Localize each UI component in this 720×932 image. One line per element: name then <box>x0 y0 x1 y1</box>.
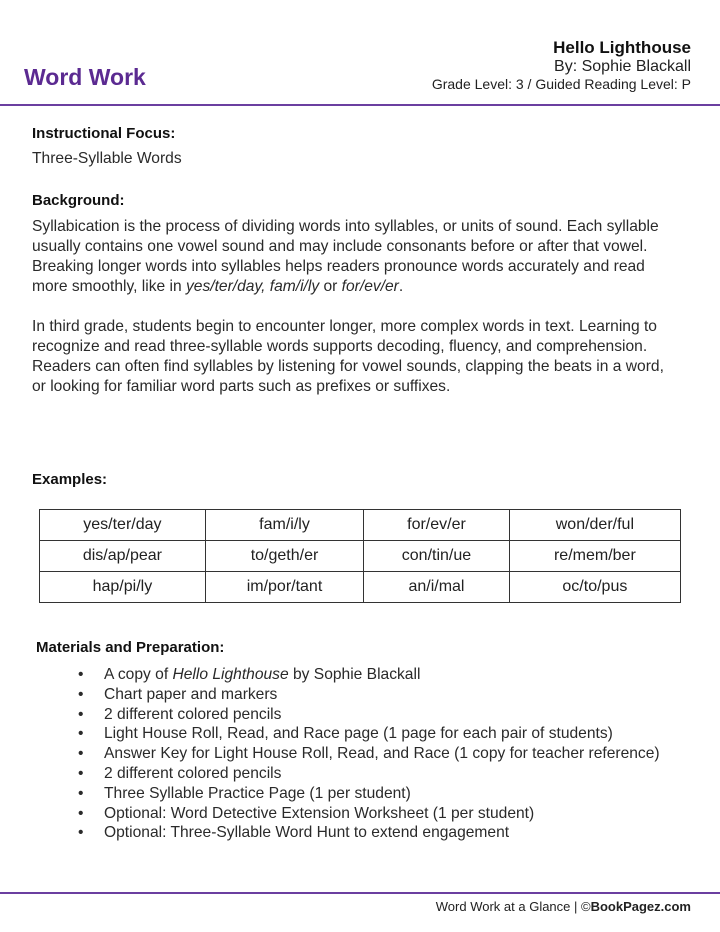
grade-level-line: Grade Level: 3 / Guided Reading Level: P <box>431 75 691 92</box>
table-cell: for/ev/er <box>364 510 510 541</box>
list-item: • Three Syllable Practice Page (1 per student) <box>78 784 668 804</box>
background-label: Background: <box>32 192 125 209</box>
background-p1-example-2: for/ev/er <box>341 278 399 295</box>
background-paragraph-1 <box>32 217 682 297</box>
table-cell: yes/ter/day <box>40 510 206 541</box>
materials-item-1-pre: A copy of <box>104 666 173 683</box>
background-p1-example-1: yes/ter/day, fam/i/ly <box>185 278 320 295</box>
materials-item-1-book-title: Hello Lighthouse <box>172 666 289 683</box>
footer-brand-link[interactable]: BookPagez.com <box>590 899 691 914</box>
table-cell: con/tin/ue <box>364 541 510 572</box>
materials-list <box>78 665 668 843</box>
table-cell: re/mem/ber <box>509 541 680 572</box>
table-cell: im/por/tant <box>205 572 363 603</box>
materials-section <box>36 639 686 656</box>
examples-table <box>39 509 681 603</box>
list-item: • 2 different colored pencils <box>78 764 668 784</box>
materials-item-1-post: by Sophie Blackall <box>288 666 421 683</box>
instructional-focus-label: Instructional Focus: <box>32 125 176 142</box>
materials-label: Materials and Preparation: <box>36 639 225 656</box>
instructional-focus-value: Three-Syllable Words <box>32 150 182 167</box>
table-row <box>40 541 681 572</box>
header-right <box>432 38 691 92</box>
list-item: • Light House Roll, Read, and Race page (1 page for each pair of students) <box>78 724 668 744</box>
table-cell: fam/i/ly <box>205 510 363 541</box>
table-row <box>40 510 681 541</box>
list-item <box>78 665 668 685</box>
examples-label: Examples: <box>32 471 108 488</box>
author-line: By: Sophie Blackall <box>554 57 691 75</box>
examples-section <box>32 471 682 488</box>
list-item: • Chart paper and markers <box>78 685 668 705</box>
list-item: • Optional: Three-Syllable Word Hunt to extend engagement <box>78 823 668 843</box>
header-left <box>24 64 146 91</box>
footer <box>436 899 691 914</box>
list-item: • 2 different colored pencils <box>78 705 668 725</box>
book-title: Hello Lighthouse <box>553 38 691 57</box>
header-divider <box>0 104 720 106</box>
list-item: • Optional: Word Detective Extension Worksheet (1 per student) <box>78 804 668 824</box>
background-p1-or: or <box>319 278 342 295</box>
table-cell: hap/pi/ly <box>40 572 206 603</box>
section-title: Word Work <box>24 64 146 90</box>
instructional-focus-section <box>32 125 682 169</box>
background-paragraph-2: In third grade, students begin to encounter longer, more complex words in text. Learning to recognize and read three-syllable words supports decoding, fluency, and comprehension. Readers can often find syllables by listening for vowel sounds, clapping the beats in a word, or looking for familiar word parts such as prefixes or suffixes. <box>32 318 664 395</box>
table-row <box>40 572 681 603</box>
table-cell: dis/ap/pear <box>40 541 206 572</box>
table-cell: an/i/mal <box>364 572 510 603</box>
footer-text: Word Work at a Glance | © <box>435 899 591 914</box>
footer-divider <box>0 892 720 894</box>
list-item: • Answer Key for Light House Roll, Read, and Race (1 copy for teacher reference) <box>78 744 668 764</box>
background-p1-text: Syllabication is the process of dividing words into syllables, or units of sound. Each syllable usually contains one vowel sound and may include consonants before or after that vowel. Breaking longer words into syllables helps readers pronounce words accurately and read more smoothly, like in <box>32 218 659 295</box>
table-cell: to/geth/er <box>205 541 363 572</box>
table-cell: oc/to/pus <box>509 572 680 603</box>
background-p1-end: . <box>398 278 404 295</box>
background-section <box>32 192 682 397</box>
table-cell: won/der/ful <box>509 510 680 541</box>
